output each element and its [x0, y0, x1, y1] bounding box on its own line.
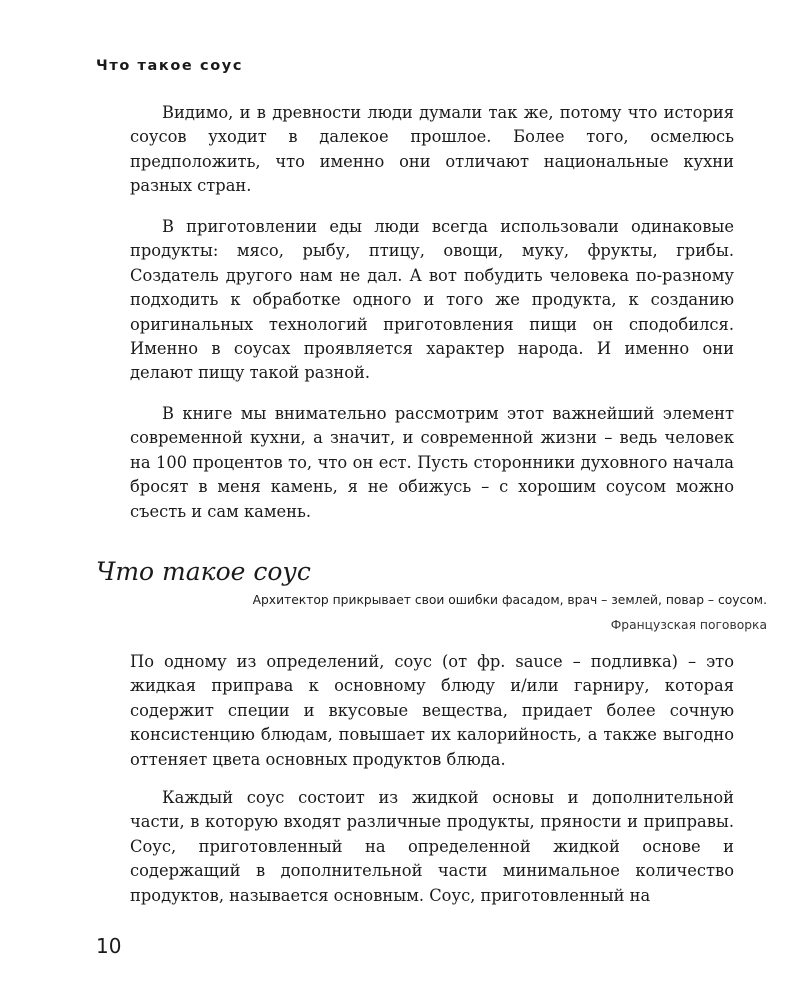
epigraph-source: Французская поговорка	[610, 618, 767, 632]
section-paragraph-1: По одному из определений, соус (от фр. sauce – подливка) – это жидкая приправа к основному блюду и/или гарниру, которая содержит специи и вкусовые вещества, придает более сочную консистенцию блюдам, повышает их калорийность, а также выгодно оттеняет цвета основных продуктов блюда.	[130, 652, 734, 769]
intro-paragraph-1: Видимо, и в древности люди думали так же, потому что история соусов уходит в далекое прошлое. Более того, осмелюсь предположить, что именно они отличают национальные кухни разных стран.	[130, 103, 734, 196]
epigraph: Архитектор прикрывает свои ошибки фасадом, врач – землей, повар – соусом.	[252, 593, 767, 607]
intro-paragraph-2: В приготовлении еды люди всегда использовали одинаковые продукты: мясо, рыбу, птицу, овощи, муку, фрукты, грибы. Создатель другого нам не дал. А вот побудить человека по-разному подходить к обработке одного и того же продукта, к созданию оригинальных технологий приготовления пищи он сподобился. Именно в соусах проявляется характер народа. И именно они делают пищу такой разной.	[130, 217, 734, 383]
section-title: Что такое соус	[96, 557, 311, 586]
page-number: 10	[96, 934, 122, 958]
section-paragraph-2: Каждый соус состоит из жидкой основы и дополнительной части, в которую входят различные продукты, пряности и приправы. Соус, приготовленный на определенной жидкой основе и содержащий в дополнительной части минимальное количество продуктов, называется основным. Соус, приготовленный на	[130, 788, 734, 905]
running-head: Что такое соус	[96, 58, 244, 74]
intro-paragraph-3: В книге мы внимательно рассмотрим этот важнейший элемент современной кухни, а значит, и современной жизни – ведь человек на 100 процентов то, что он ест. Пусть сторонники духовного начала бросят в меня камень, я не обижусь – с хорошим соусом можно съесть и сам камень.	[130, 404, 734, 521]
